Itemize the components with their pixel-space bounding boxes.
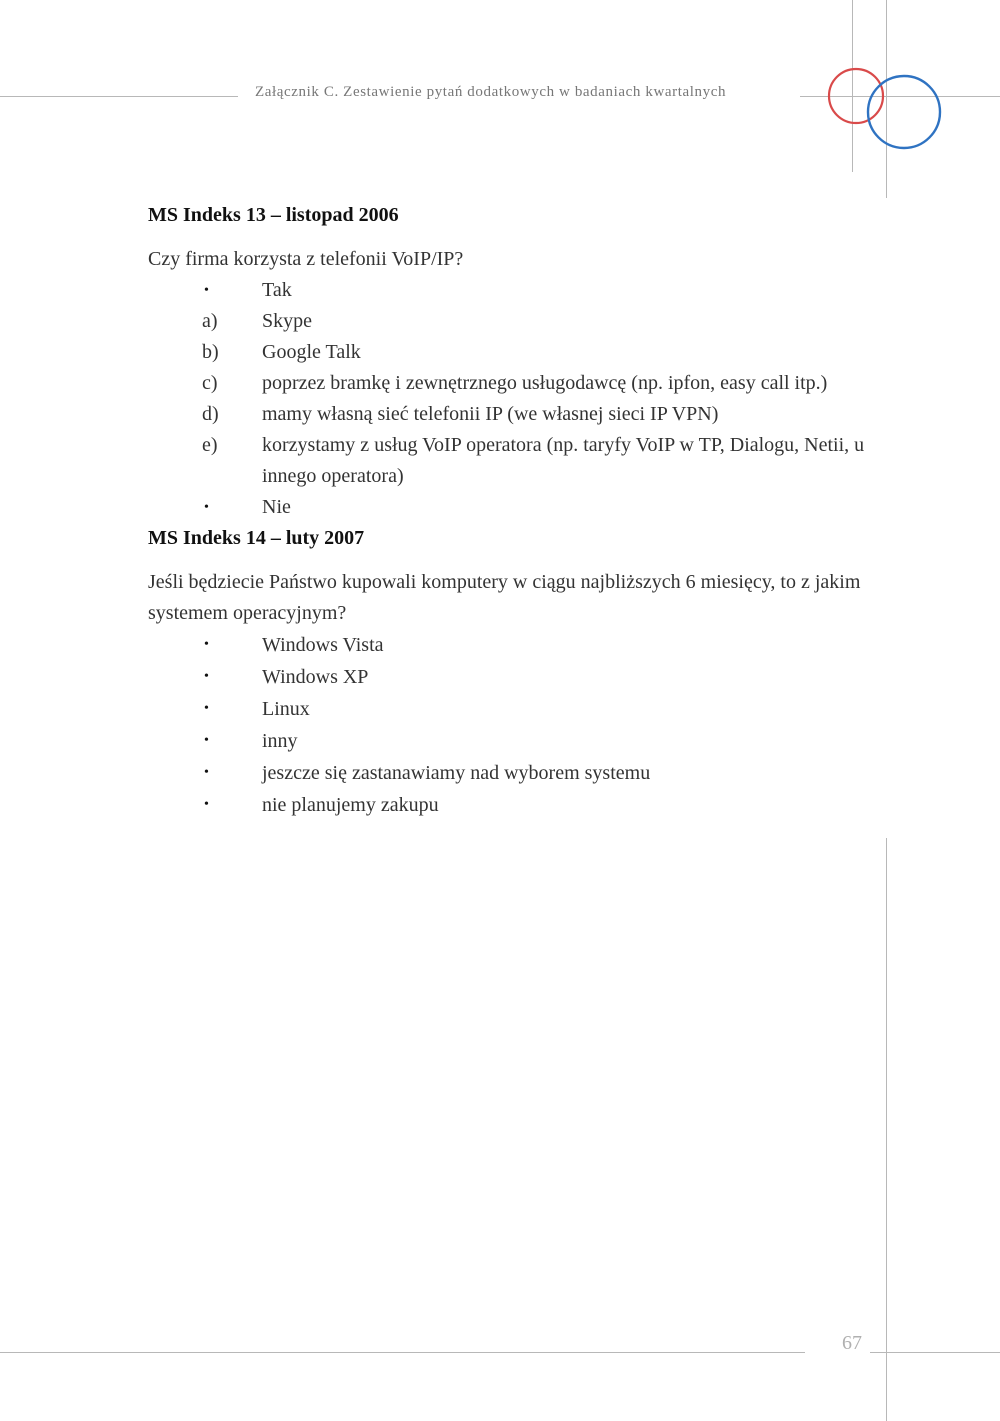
- list-item: [148, 789, 868, 821]
- vertical-rule-bottom: [886, 838, 887, 1421]
- list-item-text: jeszcze się zastanawiamy nad wyborem systemu: [262, 762, 651, 784]
- list-item: [148, 275, 868, 306]
- bullet-marker: •: [204, 733, 209, 748]
- section-heading: MS Indeks 14 – luty 2007: [148, 527, 365, 549]
- list-marker: b): [202, 341, 219, 363]
- list-item-text: poprzez bramkę i zewnętrznego usługodawcę (np. ipfon, easy call itp.): [262, 372, 828, 394]
- list-item-text: Linux: [262, 698, 310, 720]
- bullet-marker: •: [204, 500, 209, 515]
- list-item: [148, 368, 868, 399]
- list-marker: a): [202, 310, 218, 332]
- list-item-text: Nie: [262, 496, 291, 518]
- bullet-marker: •: [204, 701, 209, 716]
- bullet-marker: •: [204, 797, 209, 812]
- red-circle: [829, 69, 883, 123]
- list-item-text: Windows XP: [262, 666, 369, 688]
- list-item: [148, 399, 868, 430]
- page-content: [148, 200, 868, 821]
- section-ms-indeks-13: [148, 200, 868, 523]
- answer-list: [148, 275, 868, 523]
- list-item: [148, 757, 868, 789]
- list-item: [148, 337, 868, 368]
- list-item-text: Tak: [262, 279, 292, 301]
- list-marker: e): [202, 434, 218, 456]
- list-item-text: nie planujemy zakupu: [262, 794, 439, 816]
- list-item: [148, 430, 868, 492]
- header-rule-left: [0, 96, 238, 97]
- list-item-text: inny: [262, 730, 298, 752]
- bullet-marker: •: [204, 669, 209, 684]
- list-marker: c): [202, 372, 218, 394]
- answer-list: [148, 629, 868, 821]
- section-heading: MS Indeks 13 – listopad 2006: [148, 204, 399, 226]
- list-item-text: mamy własną sieć telefonii IP (we własnej sieci IP VPN): [262, 403, 719, 425]
- bullet-marker: •: [204, 765, 209, 780]
- page-number: 67: [842, 1332, 862, 1354]
- list-item-text: Skype: [262, 310, 312, 332]
- list-item: [148, 492, 868, 523]
- bullet-marker: •: [204, 283, 209, 298]
- list-marker: d): [202, 403, 219, 425]
- bullet-marker: •: [204, 637, 209, 652]
- footer-rule-right: [870, 1352, 1000, 1353]
- list-item: [148, 661, 868, 693]
- list-item: [148, 693, 868, 725]
- footer-rule-left: [0, 1352, 805, 1353]
- section-ms-indeks-14: [148, 523, 868, 821]
- list-item-text: Google Talk: [262, 341, 361, 363]
- decorative-circles-logo: [820, 60, 950, 160]
- list-item: [148, 725, 868, 757]
- list-item-text: Windows Vista: [262, 634, 384, 656]
- list-item: [148, 629, 868, 661]
- list-item: [148, 306, 868, 337]
- question-text: Czy firma korzysta z telefonii VoIP/IP?: [148, 248, 464, 270]
- list-item-text: korzystamy z usług VoIP operatora (np. taryfy VoIP w TP, Dialogu, Netii, u innego operatora): [262, 434, 865, 487]
- question-text: Jeśli będziecie Państwo kupowali komputery w ciągu najbliższych 6 miesięcy, to z jakim systemem operacyjnym?: [148, 571, 861, 624]
- running-title: Załącznik C. Zestawienie pytań dodatkowych w badaniach kwartalnych: [255, 84, 727, 100]
